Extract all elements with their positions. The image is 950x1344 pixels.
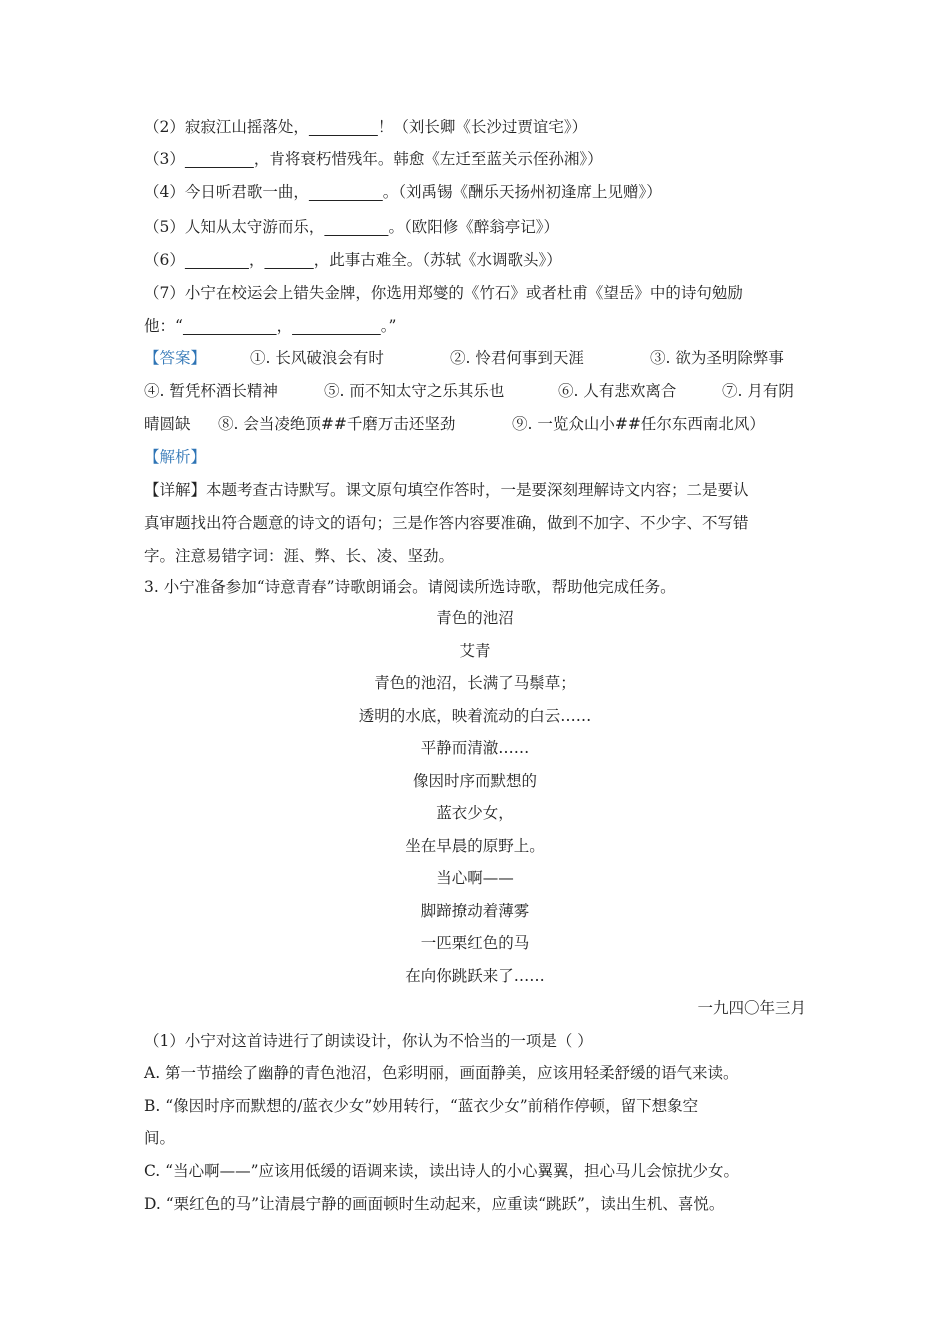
- answer-item: ⑦. 月有阴: [722, 382, 794, 400]
- detail-line: [144, 479, 814, 501]
- item-text: ，此事古难全。（苏轼《水调歌头》）: [313, 251, 562, 269]
- item-text: （3）: [144, 150, 185, 168]
- item-text: 。（刘禹锡《酬乐天扬州初逢席上见赠》）: [382, 183, 662, 201]
- poem-title: 青色的池沼: [436, 609, 514, 627]
- fill-item-7-prompt: （7）小宁在校运会上错失金牌，你选用郑燮的《竹石》或者杜甫《望岳》中的诗句勉励: [144, 284, 743, 302]
- answer-item: ②. 怜君何事到天涯: [450, 349, 584, 367]
- poem-line: 蓝衣少女，: [436, 804, 514, 822]
- answer-blank[interactable]: [309, 118, 378, 136]
- fill-item-6: [144, 249, 814, 271]
- answer-item: ⑥. 人有悲欢离合: [558, 382, 677, 400]
- option-d[interactable]: D. “栗红色的马”让清晨宁静的画面顿时生动起来，应重读“跳跃”，读出生机、喜悦。: [144, 1195, 725, 1213]
- poem-line: 一匹栗红色的马: [420, 934, 530, 952]
- answer-item: ⑧. 会当凌绝顶##千磨万击还坚劲: [218, 415, 456, 433]
- question-3-intro: 3. 小宁准备参加“诗意青春”诗歌朗诵会。请阅读所选诗歌，帮助他完成任务。: [144, 578, 676, 596]
- answer-blank[interactable]: [309, 183, 383, 201]
- detail-text: 本题考查古诗默写。课文原句填空作答时，一是要深刻理解诗文内容；二是要认: [206, 481, 749, 499]
- poem-line: 平静而清澈……: [420, 739, 530, 757]
- item-text: （2）寂寂江山摇落处，: [144, 118, 309, 136]
- poem-line: 坐在早晨的原野上。: [405, 837, 545, 855]
- poem-line: 当心啊——: [436, 869, 514, 887]
- item-text: 。”: [380, 317, 397, 335]
- item-text: 他：“: [144, 317, 183, 335]
- answer-blank[interactable]: [264, 251, 313, 269]
- detail-tag: 【详解】: [144, 481, 207, 499]
- poem-author: 艾青: [459, 642, 491, 660]
- answer-item: ③. 欲为圣明除弊事: [650, 349, 784, 367]
- fill-item-3: [144, 148, 814, 170]
- item-text: （6）: [144, 251, 185, 269]
- analysis-tag: 【解析】: [144, 448, 207, 466]
- item-text: 。（欧阳修《醉翁亭记》）: [388, 218, 559, 236]
- item-text: ，肯将衰朽惜残年。韩愈《左迁至蓝关示侄孙湘》）: [253, 150, 603, 168]
- answer-blank[interactable]: [185, 150, 254, 168]
- item-text: ，: [248, 251, 265, 269]
- answer-item: ①. 长风破浪会有时: [250, 349, 384, 367]
- item-text: （4）今日听君歌一曲，: [144, 183, 309, 201]
- poem-line: 在向你跳跃来了……: [405, 967, 545, 985]
- fill-item-4: [144, 181, 814, 203]
- fill-item-2: [144, 116, 814, 138]
- poem-line: 脚蹄撩动着薄雾: [420, 902, 530, 920]
- detail-line: 真审题找出符合题意的诗文的语句；三是作答内容要准确，做到不加字、不少字、不写错: [144, 514, 749, 532]
- item-text: ！（刘长卿《长沙过贾谊宅》）: [377, 118, 588, 136]
- answer-blank[interactable]: [292, 317, 381, 335]
- option-c[interactable]: C. “当心啊——”应该用低缓的语调来读，读出诗人的小心翼翼，担心马儿会惊扰少女。: [144, 1162, 740, 1180]
- answer-item: ⑤. 而不知太守之乐其乐也: [324, 382, 505, 400]
- answer-blank[interactable]: [324, 218, 388, 236]
- answer-item: 晴圆缺: [144, 415, 191, 433]
- answer-blank[interactable]: [185, 251, 249, 269]
- item-text: （5）人知从太守游而乐，: [144, 218, 325, 236]
- detail-line: 字。注意易错字词：涯、弊、长、凌、坚劲。: [144, 547, 455, 565]
- sub-question-1: （1）小宁对这首诗进行了朗读设计，你认为不恰当的一项是（ ）: [144, 1032, 593, 1050]
- answer-tag: 【答案】: [144, 349, 207, 367]
- answer-item: ⑨. 一览众山小##任尔东西南北风）: [512, 415, 765, 433]
- option-b[interactable]: B. “像因时序而默想的/蓝衣少女”妙用转行，“蓝衣少女”前稍作停顿，留下想象空: [144, 1097, 699, 1115]
- fill-item-7-blanks: [144, 315, 814, 337]
- poem-line: 青色的池沼，长满了马鬃草；: [374, 674, 576, 692]
- poem-date: 一九四〇年三月: [697, 999, 806, 1017]
- item-text: ，: [276, 317, 293, 335]
- answer-blank[interactable]: [183, 317, 277, 335]
- option-b-continued: 间。: [144, 1129, 176, 1147]
- answer-item: ④. 暂凭杯酒长精神: [144, 382, 278, 400]
- option-a[interactable]: A. 第一节描绘了幽静的青色池沼，色彩明丽，画面静美，应该用轻柔舒缓的语气来读。: [144, 1064, 739, 1082]
- fill-item-5: [144, 216, 814, 238]
- poem-line: 像因时序而默想的: [412, 772, 537, 790]
- poem-line: 透明的水底，映着流动的白云……: [358, 707, 592, 725]
